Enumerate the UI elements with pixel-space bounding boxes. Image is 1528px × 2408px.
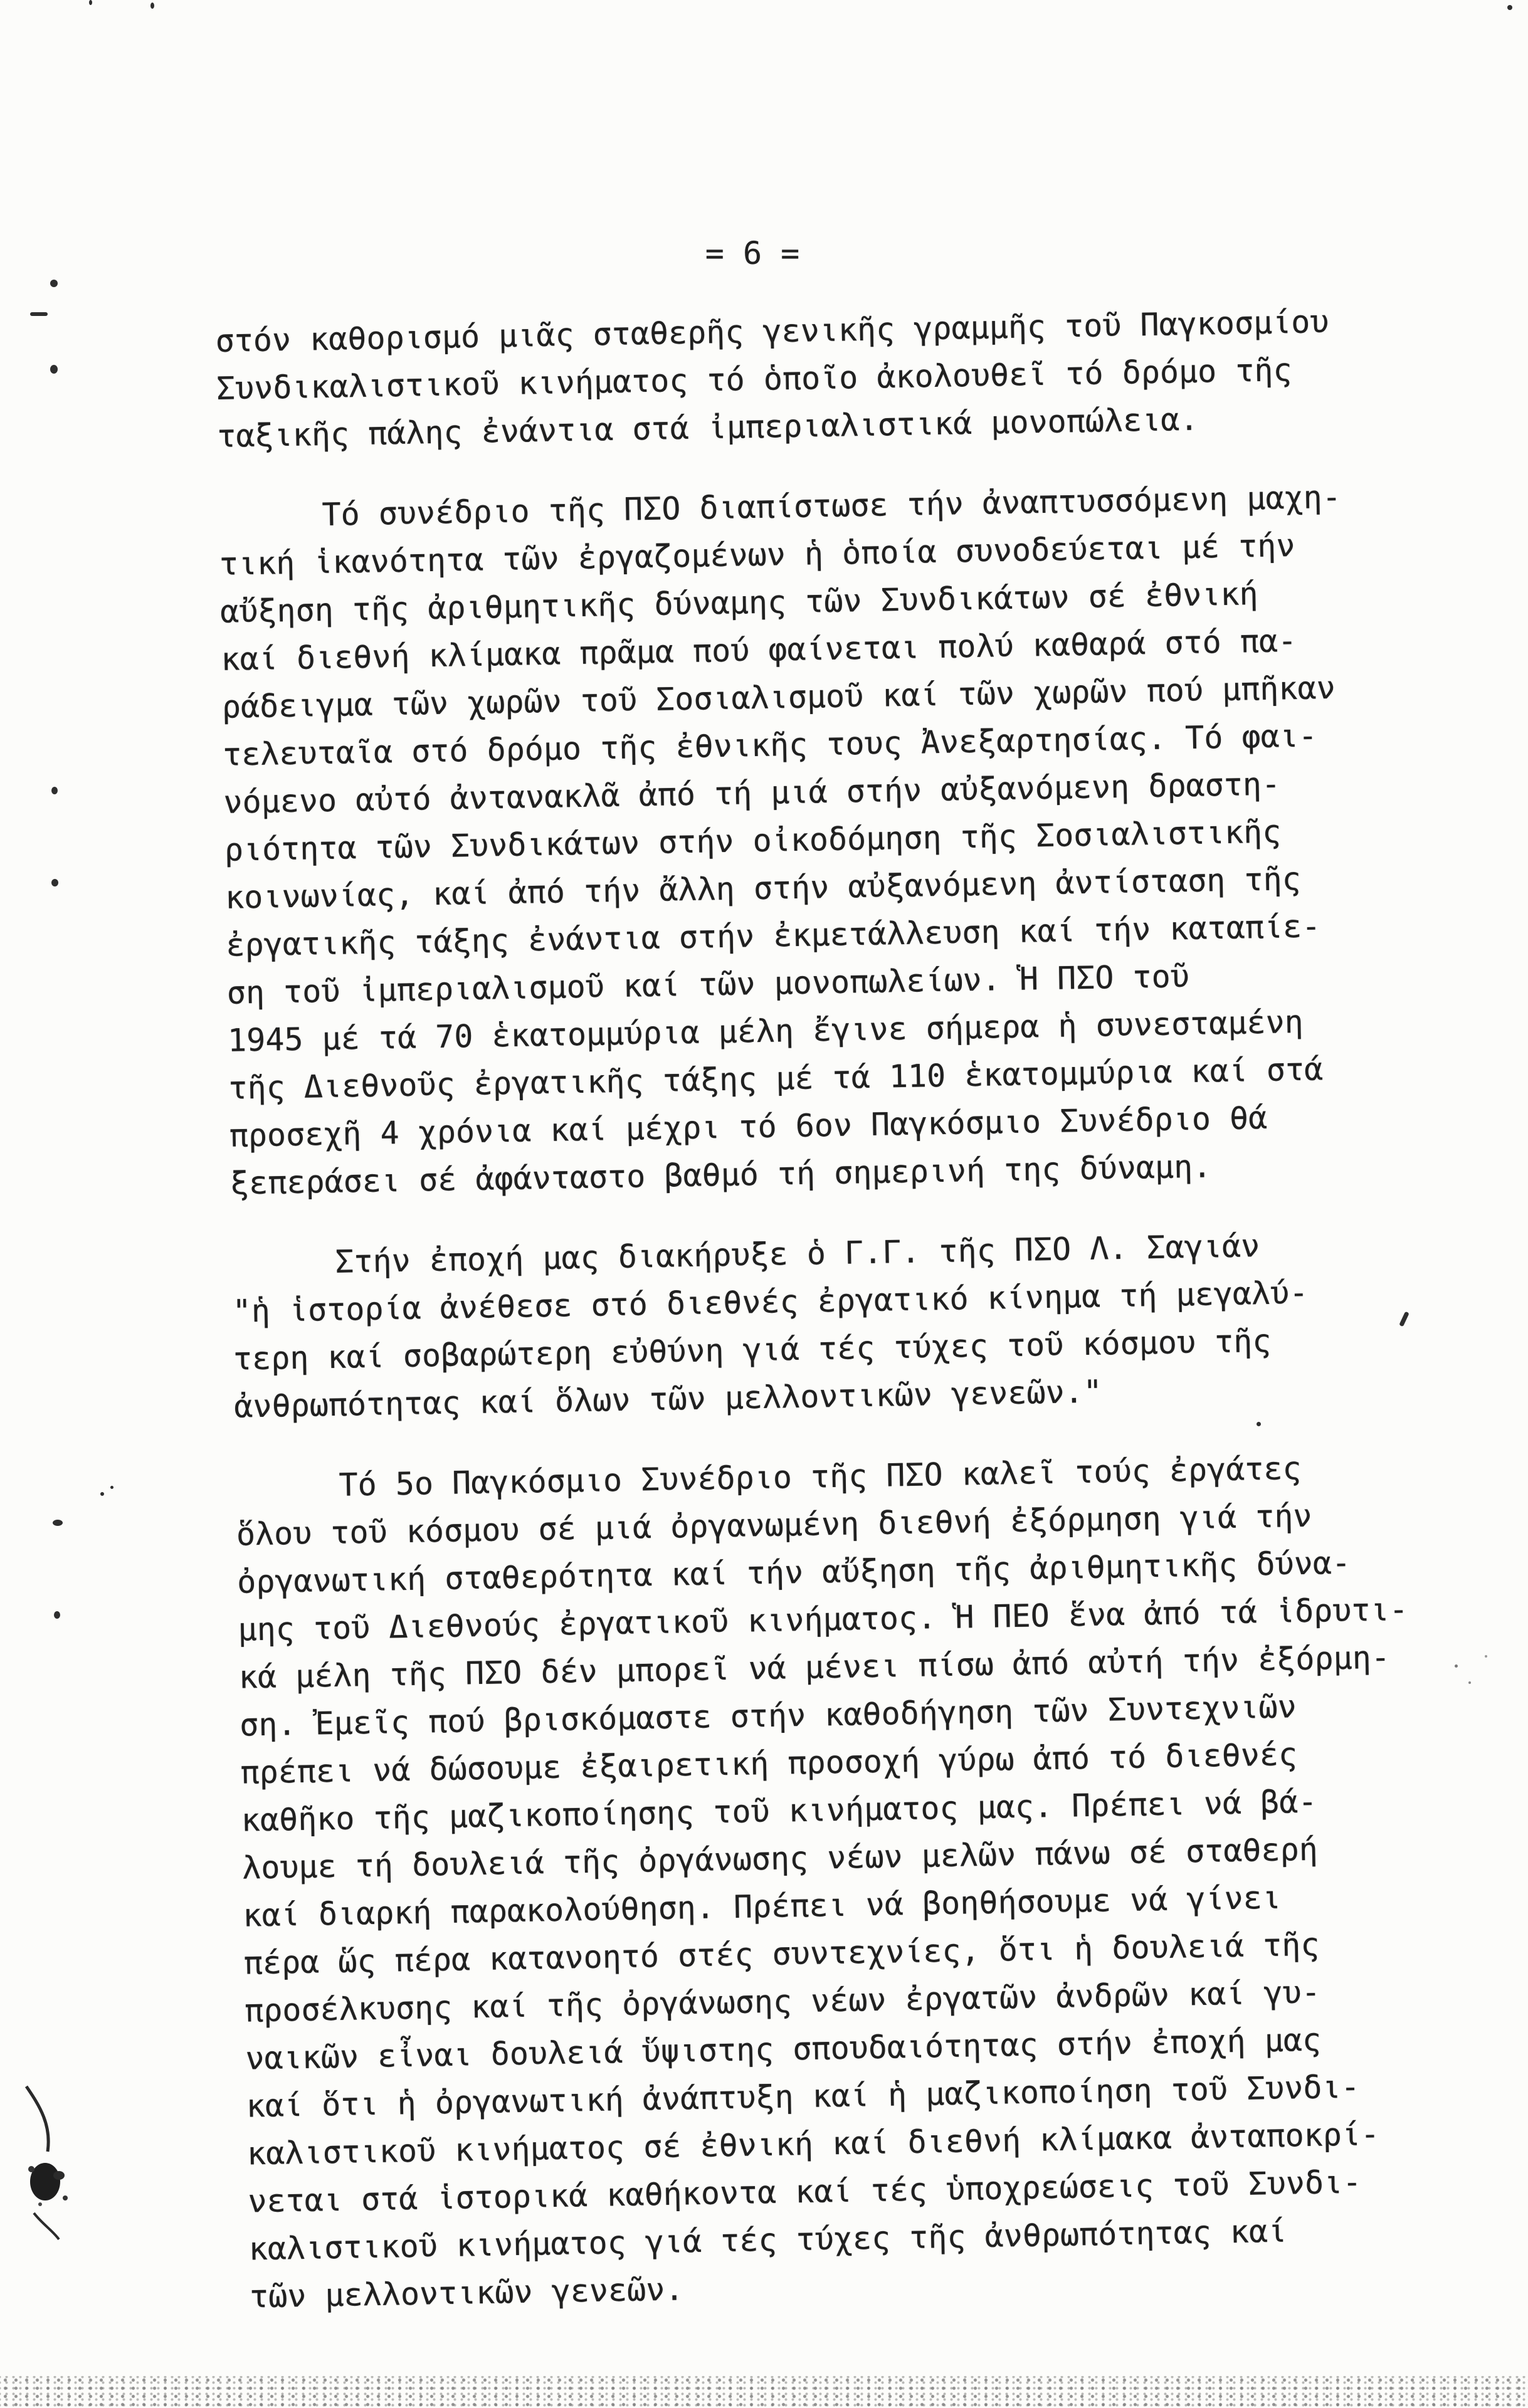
text-line: τελευταῖα στό δρόμο τῆς ἐθνικῆς τους Ἀνεξαρτησίας. Τό φαι- [222, 717, 1318, 773]
scan-speck [150, 3, 154, 9]
paragraph [235, 1442, 1479, 2321]
scan-speck [1485, 1655, 1487, 1658]
text-line: ση τοῦ ἰμπεριαλισμοῦ καί τῶν μονοπωλείων. Ἡ ΠΣΟ τοῦ [226, 958, 1190, 1011]
paragraph [231, 1219, 1463, 1431]
scan-speck [51, 879, 58, 886]
text-line: ὅλου τοῦ κόσμου σέ μιά ὀργανωμένη διεθνή ἐξόρμηση γιά τήν [236, 1497, 1312, 1553]
text-line: καλιστικοῦ κινήματος σέ ἐθνική καί διεθνή κλίμακα ἀνταποκρί- [246, 2116, 1380, 2172]
scan-speck [110, 1486, 113, 1489]
text-line: ἐργατικῆς τάξης ἐνάντια στήν ἐκμετάλλευση καί τήν καταπίε- [225, 908, 1321, 964]
text-line: πέρα ὥς πέρα κατανοητό στές συντεχνίες, ὅτι ἡ δουλειά τῆς [243, 1926, 1320, 1982]
paragraph [215, 296, 1446, 460]
text-line: ση. Ἐμεῖς πού βρισκόμαστε στήν καθοδήγηση τῶν Συντεχνιῶν [239, 1688, 1297, 1743]
text-line: τερη καί σοβαρώτερη εὐθύνη γιά τές τύχες τοῦ κόσμου τῆς [233, 1322, 1272, 1377]
scan-speck [53, 1520, 63, 1526]
paragraph [218, 471, 1460, 1207]
text-line: καί διαρκή παρακολούθηση. Πρέπει νά βοηθήσουμε νά γίνει [242, 1879, 1282, 1934]
scan-speck [30, 312, 48, 316]
text-line: "ἡ ἱστορία ἀνέθεσε στό διεθνές ἐργατικό κίνημα τή μεγαλύ- [232, 1274, 1309, 1330]
scan-speck [89, 0, 92, 5]
text-line: Συνδικαλιστικοῦ κινήματος τό ὁποῖο ἀκολουθεῖ τό δρόμο τῆς [216, 352, 1293, 407]
scan-speck [51, 787, 58, 794]
scan-speck [100, 1492, 104, 1496]
text-line: τῶν μελλοντικῶν γενεῶν. [249, 2271, 684, 2315]
text-line: ὀργανωτική σταθερότητα καί τήν αὔξηση τῆς ἀριθμητικῆς δύνα- [236, 1544, 1351, 1601]
scan-speck [1468, 1681, 1471, 1684]
text-line: καλιστικοῦ κινήματος γιά τές τύχες τῆς ἀνθρωπότητας καί [248, 2212, 1287, 2268]
text-line: τική ἱκανότητα τῶν ἐργαζομένων ἡ ὁποία συνοδεύεται μέ τήν [219, 527, 1295, 582]
text-line: ταξικῆς πάλης ἐνάντια στά ἰμπεριαλιστικά μονοπώλεια. [216, 401, 1199, 455]
text-line: ράδειγμα τῶν χωρῶν τοῦ Σοσιαλισμοῦ καί τῶν χωρῶν πού μπῆκαν [221, 669, 1336, 725]
scan-blemish [15, 2081, 90, 2244]
text-line: κά μέλη τῆς ΠΣΟ δέν μπορεῖ νά μένει πίσω ἀπό αὐτή τήν ἐξόρμη- [238, 1639, 1391, 1696]
text-line: αὔξηση τῆς ἀριθμητικῆς δύναμης τῶν Συνδικάτων σέ ἐθνική [219, 576, 1259, 630]
page-number: = 6 = [705, 235, 800, 271]
text-line: καθῆκο τῆς μαζικοποίησης τοῦ κινήματος μας. Πρέπει νά βά- [241, 1783, 1317, 1839]
text-line: προσέλκυσης καί τῆς ὀργάνωσης νέων ἐργατῶν ἀνδρῶν καί γυ- [244, 1974, 1321, 2029]
text-line: ριότητα τῶν Συνδικάτων στήν οἰκοδόμηση τῆς Σοσιαλιστικῆς [224, 813, 1282, 868]
scan-speck [54, 1611, 60, 1619]
text-line: Τό συνέδριο τῆς ΠΣΟ διαπίστωσε τήν ἀναπτυσσόμενη μαχη- [322, 478, 1342, 534]
text-line: 1945 μέ τά 70 ἑκατομμύρια μέλη ἔγινε σήμερα ἡ συνεσταμένη [227, 1003, 1304, 1059]
text-line: λουμε τή δουλειά τῆς ὀργάνωσης νέων μελῶν πάνω σέ σταθερή [241, 1831, 1319, 1886]
text-line: Στήν ἐποχή μας διακήρυξε ὁ Γ.Γ. τῆς ΠΣΟ Λ. Σαγιάν [334, 1228, 1260, 1280]
text-line: κοινωνίας, καί ἀπό τήν ἄλλη στήν αὐξανόμενη ἀντίσταση τῆς [224, 860, 1302, 916]
text-line: προσεχῆ 4 χρόνια καί μέχρι τό 6ον Παγκόσμιο Συνέδριο θά [229, 1099, 1268, 1154]
text-line: ἀνθρωπότητας καί ὅλων τῶν μελλοντικῶν γενεῶν." [233, 1373, 1103, 1425]
text-line: Τό 5ο Παγκόσμιο Συνέδριο τῆς ΠΣΟ καλεῖ τούς ἐργάτες [339, 1450, 1302, 1503]
text-line: νόμενο αὐτό ἀντανακλᾶ ἀπό τή μιά στήν αὐξανόμενη δραστη- [223, 765, 1281, 821]
text-line: καί διεθνή κλίμακα πρᾶμα πού φαίνεται πολύ καθαρά στό πα- [221, 622, 1297, 678]
text-line: πρέπει νά δώσουμε ἐξαιρετική προσοχή γύρω ἀπό τό διεθνές [240, 1736, 1298, 1791]
scan-speck [50, 365, 58, 374]
scan-edge-noise [0, 2376, 1528, 2408]
text-line: νεται στά ἱστορικά καθήκοντα καί τές ὑποχρεώσεις τοῦ Συνδι- [247, 2164, 1362, 2220]
text-line: στόν καθορισμό μιᾶς σταθερῆς γενικῆς γραμμῆς τοῦ Παγκοσμίου [215, 303, 1329, 359]
scan-speck [50, 280, 58, 287]
text-line: μης τοῦ Διεθνούς ἐργατικοῦ κινήματος. Ἡ ΠΕΟ ἕνα ἀπό τά ἱδρυτι- [238, 1591, 1409, 1648]
body-text [215, 296, 1478, 2321]
text-line: τῆς Διεθνοῦς ἐργατικῆς τάξης μέ τά 110 ἑκατομμύρια καί στά [228, 1051, 1324, 1107]
text-line: ναικῶν εἶναι δουλειά ὕψιστης σπουδαιότητας στήν ἐποχή μας [245, 2021, 1322, 2077]
scan-speck [1507, 5, 1512, 10]
text-line: ξεπεράσει σέ ἀφάνταστο βαθμό τή σημερινή της δύναμη. [229, 1148, 1212, 1202]
text-line: καί ὅτι ἡ ὀργανωτική ἀνάπτυξη καί ἡ μαζικοποίηση τοῦ Συνδι- [246, 2068, 1361, 2125]
